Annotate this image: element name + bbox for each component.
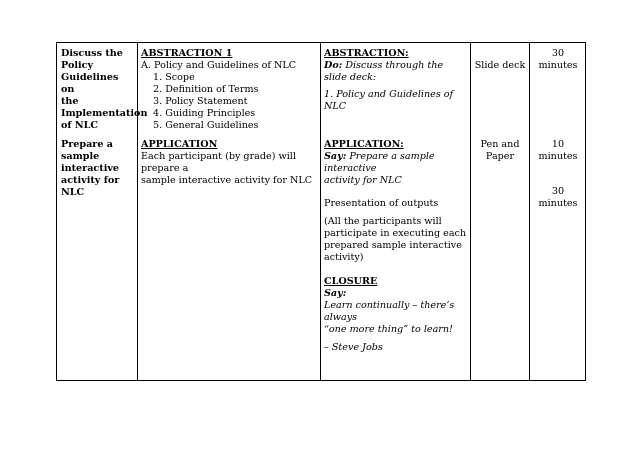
list-item: 1. Scope	[153, 72, 195, 83]
topic-line: of NLC	[61, 120, 99, 131]
topic-line: Discuss the	[61, 48, 123, 59]
note-line: activity)	[324, 252, 364, 263]
time-value: 30	[551, 48, 565, 59]
activity-heading: ABSTRACTION 1	[141, 48, 233, 59]
quote-author: – Steve Jobs	[324, 342, 383, 353]
column-divider	[529, 43, 530, 380]
time-unit: minutes	[538, 60, 578, 71]
do-instruction	[324, 60, 468, 84]
lesson-plan-table	[56, 42, 586, 381]
materials-cell	[471, 139, 529, 163]
topic-line: Policy	[61, 60, 94, 71]
column-divider	[137, 43, 138, 380]
notes-cell	[324, 139, 468, 354]
time-cell	[530, 48, 586, 72]
time-unit: minutes	[538, 198, 578, 209]
closure-say-label: Say:	[324, 288, 347, 299]
column-divider	[470, 43, 471, 380]
materials-line: Pen and	[480, 139, 520, 150]
topic-cell	[61, 139, 135, 199]
list-item: 3. Policy Statement	[153, 96, 248, 107]
closure-heading: CLOSURE	[324, 276, 378, 287]
topic-line: the	[61, 96, 79, 107]
presentation-line: Presentation of outputs	[324, 198, 439, 209]
activity-line: A. Policy and Guidelines of NLC	[141, 60, 297, 71]
policy-list	[141, 72, 317, 132]
topic-line: Prepare a	[61, 139, 114, 150]
topic-cell	[61, 48, 148, 132]
activity-line: sample interactive activity for NLC	[141, 175, 313, 186]
quote-line: “one more thing” to learn!	[324, 324, 453, 335]
activity-cell	[141, 48, 317, 132]
topic-line: Guidelines on	[61, 72, 119, 95]
time-value: 30	[551, 186, 565, 197]
time-cell	[530, 139, 586, 163]
column-divider	[320, 43, 321, 380]
topic-line: Implementation	[61, 108, 148, 119]
materials-line: Paper	[485, 151, 515, 162]
time-value: 10	[551, 139, 565, 150]
notes-heading: ABSTRACTION:	[324, 48, 409, 59]
notes-item: 1. Policy and Guidelines of NLC	[324, 89, 454, 112]
quote-line: Learn continually – there’s always	[324, 300, 455, 323]
time-unit: minutes	[538, 151, 578, 162]
say-label: Say:	[324, 151, 347, 162]
topic-line: interactive	[61, 163, 120, 174]
note-line: participate in executing each	[324, 228, 467, 239]
list-item: 4. Guiding Principles	[153, 108, 256, 119]
say-instruction	[324, 151, 468, 175]
note-line: prepared sample interactive	[324, 240, 462, 251]
note-line: (All the participants will	[324, 216, 442, 227]
topic-line: activity for NLC	[61, 175, 120, 198]
activity-heading: APPLICATION	[141, 139, 218, 150]
time-cell	[530, 186, 586, 210]
say-text-continued: activity for NLC	[324, 175, 402, 186]
notes-heading: APPLICATION:	[324, 139, 404, 150]
do-text: Discuss through the slide deck:	[324, 60, 444, 83]
do-label: Do:	[324, 60, 343, 71]
topic-line: sample	[61, 151, 100, 162]
activity-cell	[141, 139, 319, 187]
activity-line: Each participant (by grade) will prepare a	[141, 151, 296, 174]
notes-cell	[324, 48, 468, 113]
say-text: Prepare a sample interactive	[324, 151, 435, 174]
participants-note	[324, 216, 468, 264]
list-item: 5. General Guidelines	[153, 120, 259, 131]
materials-cell: Slide deck	[474, 60, 526, 71]
list-item: 2. Definition of Terms	[153, 84, 259, 95]
